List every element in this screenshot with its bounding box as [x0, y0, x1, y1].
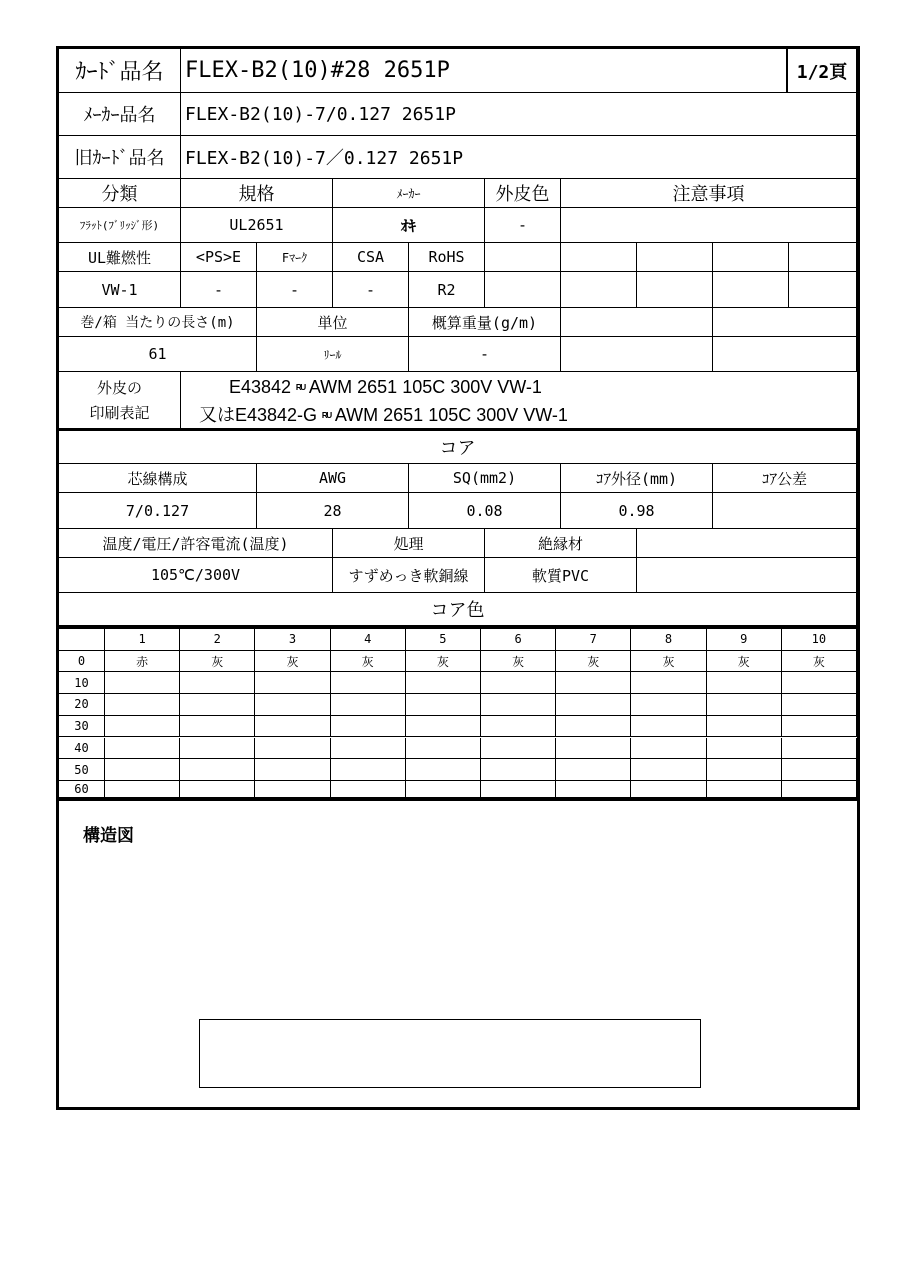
color-cell: 灰 [556, 651, 631, 673]
maker-name-value: FLEX-B2(10)-7/0.127 2651P [181, 93, 857, 136]
color-cell [255, 694, 330, 716]
color-cell [782, 738, 857, 760]
core-od-header: ｺｱ外径(mm) [561, 464, 713, 493]
structure-diagram-box [199, 1019, 701, 1088]
card-name-value: FLEX-B2(10)#28 2651P [181, 49, 787, 93]
color-cell [180, 716, 255, 738]
color-row-label: 0 [59, 651, 105, 673]
jacket-print-label-line1: 外皮の [96, 379, 142, 397]
ul-flame-header: UL難燃性 [59, 243, 181, 272]
print-line1-file-number: E43842 [229, 377, 292, 397]
notes-header: 注意事項 [561, 179, 857, 208]
old-card-name-value: FLEX-B2(10)-7／0.127 2651P [181, 136, 857, 179]
color-cell: 灰 [631, 651, 706, 673]
color-cell [406, 694, 481, 716]
color-cell [556, 672, 631, 694]
print-line1-rating: AWM 2651 105C 300V VW-1 [308, 377, 542, 397]
blank-reel-header-1 [561, 308, 713, 337]
color-cell [481, 759, 556, 781]
color-row-label: 10 [59, 672, 105, 694]
jacket-print-label [59, 372, 181, 428]
blank-value-5 [789, 272, 857, 308]
color-cell: 灰 [255, 651, 330, 673]
color-cell [782, 759, 857, 781]
color-cell [782, 672, 857, 694]
color-column-header: 1 [105, 629, 180, 651]
color-cell [782, 716, 857, 738]
maker-value: ｵｷ [333, 208, 485, 243]
ul-mark-icon: ᴿᵁ [322, 410, 331, 424]
blank-core-header [637, 529, 857, 558]
blank-header-3 [637, 243, 713, 272]
color-cell [105, 781, 180, 798]
color-cell [180, 738, 255, 760]
csa-value: - [333, 272, 409, 308]
page-number: 1/2頁 [787, 49, 857, 93]
pse-value: - [181, 272, 257, 308]
conductor-value: 7/0.127 [59, 493, 257, 529]
length-per-reel-value: 61 [59, 337, 257, 372]
jacket-color-header: 外皮色 [485, 179, 561, 208]
core-color-title: コア色 [59, 593, 857, 626]
color-cell [707, 781, 782, 798]
color-cell [255, 716, 330, 738]
color-cell [180, 694, 255, 716]
color-row-label: 20 [59, 694, 105, 716]
color-cell [255, 759, 330, 781]
color-row-label: 40 [59, 738, 105, 760]
color-cell [406, 672, 481, 694]
ul-flame-value: VW-1 [59, 272, 181, 308]
color-cell [255, 781, 330, 798]
color-cell [406, 781, 481, 798]
color-column-header: 9 [707, 629, 782, 651]
color-cell [105, 672, 180, 694]
color-column-header: 8 [631, 629, 706, 651]
color-cell [105, 738, 180, 760]
treatment-header: 処理 [333, 529, 485, 558]
color-column-header: 10 [782, 629, 857, 651]
color-cell [481, 738, 556, 760]
color-cell [255, 672, 330, 694]
color-cell [331, 738, 406, 760]
rohs-header: RoHS [409, 243, 485, 272]
color-grid-corner [59, 629, 105, 651]
color-cell [707, 759, 782, 781]
color-cell [556, 694, 631, 716]
color-cell [782, 694, 857, 716]
color-cell [631, 694, 706, 716]
rohs-value: R2 [409, 272, 485, 308]
blank-header-2 [561, 243, 637, 272]
pse-header: <PS>E [181, 243, 257, 272]
color-cell [556, 781, 631, 798]
color-cell [331, 716, 406, 738]
csa-header: CSA [333, 243, 409, 272]
blank-value-1 [485, 272, 561, 308]
weight-value: - [409, 337, 561, 372]
insulation-value: 軟質PVC [485, 558, 637, 593]
color-cell [105, 759, 180, 781]
unit-header: 単位 [257, 308, 409, 337]
color-cell [707, 716, 782, 738]
color-cell: 灰 [782, 651, 857, 673]
color-column-header: 4 [331, 629, 406, 651]
color-cell [180, 672, 255, 694]
core-tolerance-value [713, 493, 857, 529]
color-cell [255, 738, 330, 760]
blank-value-4 [713, 272, 789, 308]
jacket-print-line1 [229, 377, 542, 398]
color-column-header: 6 [481, 629, 556, 651]
color-column-header: 2 [180, 629, 255, 651]
color-cell [631, 672, 706, 694]
blank-reel-header-2 [713, 308, 857, 337]
core-od-value: 0.98 [561, 493, 713, 529]
color-cell: 灰 [707, 651, 782, 673]
temp-voltage-value: 105℃/300V [59, 558, 333, 593]
blank-header-5 [789, 243, 857, 272]
core-tolerance-header: ｺｱ公差 [713, 464, 857, 493]
color-cell [631, 759, 706, 781]
color-cell [331, 781, 406, 798]
maker-name-label: ﾒｰｶｰ品名 [59, 93, 181, 136]
structure-diagram-title: 構造図 [83, 826, 134, 846]
color-cell [481, 672, 556, 694]
awg-header: AWG [257, 464, 409, 493]
print-line2-rating: AWM 2651 105C 300V VW-1 [334, 405, 568, 425]
color-cell [556, 759, 631, 781]
temp-voltage-header: 温度/電圧/許容電流(温度) [59, 529, 333, 558]
jacket-print-line2 [199, 401, 568, 427]
color-cell [180, 781, 255, 798]
color-cell [631, 738, 706, 760]
color-cell [481, 694, 556, 716]
color-cell [631, 781, 706, 798]
f-mark-header: Fﾏｰｸ [257, 243, 333, 272]
color-cell [406, 759, 481, 781]
color-cell: 灰 [481, 651, 556, 673]
color-cell: 赤 [105, 651, 180, 673]
standard-value: UL2651 [181, 208, 333, 243]
color-cell [556, 738, 631, 760]
color-cell [707, 672, 782, 694]
category-header: 分類 [59, 179, 181, 208]
color-cell: 灰 [331, 651, 406, 673]
color-cell [105, 694, 180, 716]
color-cell [331, 759, 406, 781]
color-cell: 灰 [180, 651, 255, 673]
blank-value-2 [561, 272, 637, 308]
color-cell [707, 738, 782, 760]
ul-mark-icon: ᴿᵁ [296, 382, 305, 396]
color-row-label: 30 [59, 716, 105, 738]
card-name-label: ｶｰﾄﾞ品名 [59, 49, 181, 93]
color-cell [180, 759, 255, 781]
color-cell [105, 716, 180, 738]
jacket-print-label-line2: 印刷表記 [89, 404, 150, 422]
blank-reel-value-2 [713, 337, 857, 372]
old-card-name-label: 旧ｶｰﾄﾞ品名 [59, 136, 181, 179]
weight-header: 概算重量(g/m) [409, 308, 561, 337]
divider [59, 798, 857, 801]
color-cell [331, 694, 406, 716]
sq-header: SQ(mm2) [409, 464, 561, 493]
color-column-header: 5 [406, 629, 481, 651]
color-cell [331, 672, 406, 694]
color-cell [631, 716, 706, 738]
color-cell [406, 738, 481, 760]
length-per-reel-header: 巻/箱 当たりの長さ(m) [59, 308, 257, 337]
notes-value [561, 208, 857, 243]
color-cell [707, 694, 782, 716]
insulation-header: 絶縁材 [485, 529, 637, 558]
color-cell [556, 716, 631, 738]
f-mark-value: - [257, 272, 333, 308]
color-row-label: 50 [59, 759, 105, 781]
color-cell [782, 781, 857, 798]
spec-sheet [56, 46, 860, 1110]
standard-header: 規格 [181, 179, 333, 208]
treatment-value: すずめっき軟銅線 [333, 558, 485, 593]
core-title: コア [59, 431, 857, 464]
color-column-header: 7 [556, 629, 631, 651]
blank-core-value [637, 558, 857, 593]
color-column-header: 3 [255, 629, 330, 651]
jacket-color-value: - [485, 208, 561, 243]
blank-header-1 [485, 243, 561, 272]
sq-value: 0.08 [409, 493, 561, 529]
color-cell [406, 716, 481, 738]
color-cell [481, 716, 556, 738]
color-cell: 灰 [406, 651, 481, 673]
blank-header-4 [713, 243, 789, 272]
category-value: ﾌﾗｯﾄ(ﾌﾞﾘｯｼﾞ形) [59, 208, 181, 243]
unit-value: ﾘｰﾙ [257, 337, 409, 372]
print-line2-file-number: 又はE43842-G [199, 405, 318, 425]
conductor-header: 芯線構成 [59, 464, 257, 493]
color-cell [481, 781, 556, 798]
awg-value: 28 [257, 493, 409, 529]
blank-value-3 [637, 272, 713, 308]
blank-reel-value-1 [561, 337, 713, 372]
color-row-label: 60 [59, 781, 105, 798]
maker-header: ﾒｰｶｰ [333, 179, 485, 208]
